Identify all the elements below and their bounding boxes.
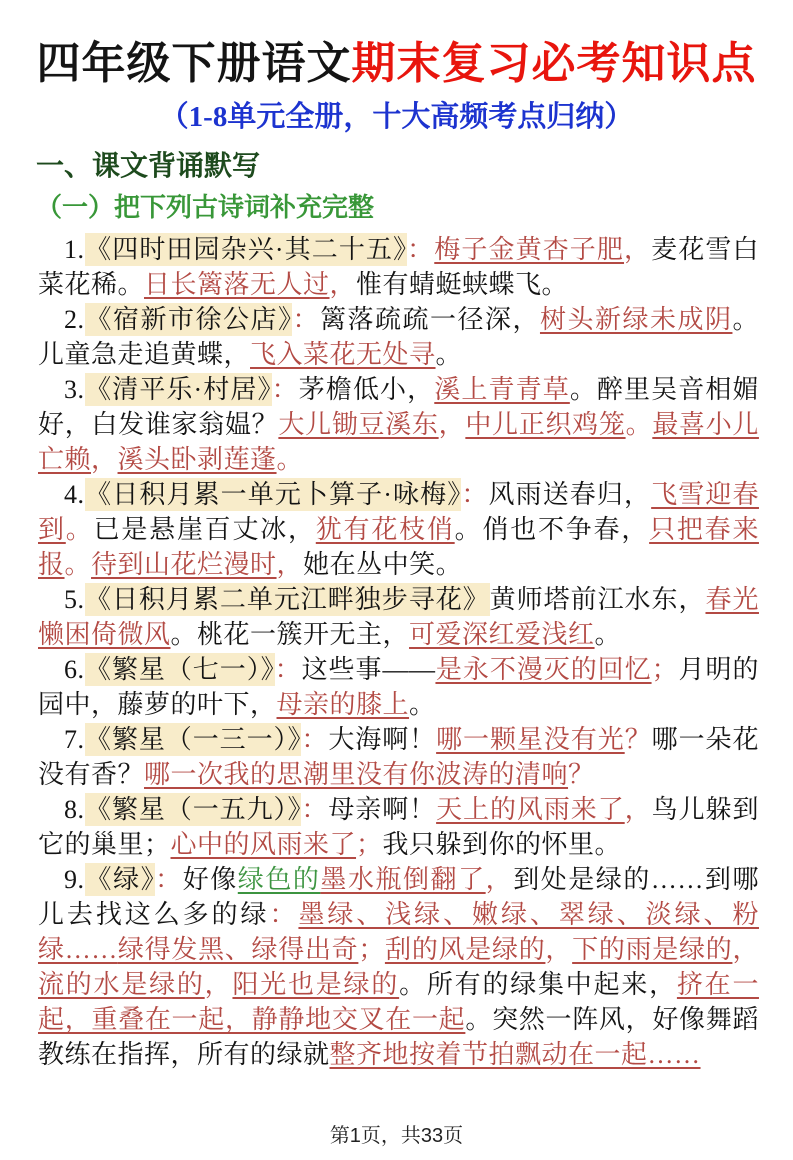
page-number: 第1页，共33页 <box>329 1125 464 1147</box>
answer-red-punct: ， <box>624 235 652 264</box>
answer-red-text: 树头新绿未成阴 <box>539 305 733 334</box>
answer-red-text: 溪头卧剥莲蓬 <box>117 445 277 474</box>
item-number: 6. <box>64 655 85 684</box>
poem-text: 。儿童急走追黄蝶， <box>38 305 759 369</box>
poem-title-highlight: 《繁星（七一）》 <box>84 655 275 684</box>
answer-red-text: 母亲的膝上 <box>276 690 410 719</box>
poem-text: 。桃花一簇开无主， <box>170 620 410 649</box>
answer-red-text: 可爱深红爱浅红 <box>409 620 595 649</box>
poem-text: 。醉里吴音相媚好，白发谁家翁媪？ <box>38 375 759 439</box>
answer-red-text: 挤在一起，重叠在一起，静静地交叉在一起 <box>38 970 759 1034</box>
answer-red-text: 整齐地按着节拍飘动在一起…… <box>329 1040 701 1069</box>
answer-red-text: 只把春来报 <box>38 515 759 579</box>
answer-red-text: 梅子金黄杏子肥 <box>434 235 625 264</box>
answer-red-punct: ？ <box>624 725 652 754</box>
answer-red-punct: ， <box>624 795 652 824</box>
poem-list <box>38 232 759 1072</box>
answer-red-punct: ， <box>91 445 118 474</box>
page-title-black-part: 四年级下册语文 <box>36 39 352 88</box>
answer-red-punct: ， <box>204 970 233 999</box>
poem-text: 。 <box>435 340 463 369</box>
poem-text: 茅檐低小， <box>298 375 435 404</box>
poem-item <box>38 862 759 1072</box>
poem-title-highlight: 《繁星（一三一）》 <box>84 725 302 754</box>
answer-red-punct: ： <box>292 305 320 334</box>
poem-text: 月明的园中，藤萝的叶下， <box>38 655 759 719</box>
poem-text: 到处是绿的……到哪儿去找这么多的绿 <box>38 865 759 929</box>
poem-text: 大海啊！ <box>328 725 437 754</box>
answer-red-text: 中儿正织鸡笼 <box>465 410 626 439</box>
answer-red-text: 墨水瓶倒翻了 <box>320 865 486 894</box>
answer-red-text: 飞入菜花无处寻 <box>250 340 436 369</box>
answer-red-punct: 。 <box>64 550 92 579</box>
poem-title-highlight: 《绿》 <box>84 865 156 894</box>
item-number: 3. <box>64 375 85 404</box>
poem-text: 鸟儿躲到它的巢里； <box>38 795 759 859</box>
answer-red-punct: ： <box>269 900 299 929</box>
answer-red-text: 春光懒困倚微风 <box>38 585 759 649</box>
poem-title-highlight: 《四时田园杂兴·其二十五》 <box>84 235 408 264</box>
answer-red-punct: ， <box>438 410 466 439</box>
item-number: 2. <box>64 305 85 334</box>
poem-text: 麦花雪白菜花稀。 <box>38 235 759 299</box>
answer-red-punct: ； <box>651 655 679 684</box>
poem-item <box>38 582 759 652</box>
poem-title-highlight: 《日积月累二单元江畔独步寻花》 <box>84 585 490 614</box>
answer-red-text: 是永不漫灭的回忆 <box>435 655 652 684</box>
answer-red-text: 大儿锄豆溪东 <box>278 410 439 439</box>
poem-item <box>38 372 759 477</box>
answer-red-text: 刮的风是绿的 <box>384 935 546 964</box>
answer-red-text: 待到山花烂漫时 <box>91 550 277 579</box>
item-number: 1. <box>64 235 85 264</box>
answer-red-punct: ， <box>485 865 514 894</box>
poem-text: 这些事—— <box>301 655 436 684</box>
poem-text: 惟有蜻蜓蛱蝶飞。 <box>356 270 569 299</box>
poem-text: 已是悬崖百丈冰， <box>93 515 316 544</box>
section-heading: 一、课文背诵默写 <box>36 151 261 182</box>
answer-red-text: 日长篱落无人过 <box>144 270 330 299</box>
poem-text: 母亲啊！ <box>328 795 437 824</box>
answer-red-punct: ， <box>329 270 357 299</box>
answer-red-punct: ； <box>358 935 385 964</box>
answer-green-text: 绿色的 <box>237 865 321 894</box>
poem-text: 。所有的绿集中起来， <box>399 970 677 999</box>
answer-red-text: 飞雪迎春到 <box>38 480 759 544</box>
poem-text: 。突然一阵风，好像舞蹈教练在指挥，所有的绿就 <box>38 1005 759 1069</box>
answer-red-punct: 。 <box>625 410 653 439</box>
poem-title-highlight: 《繁星（一五九）》 <box>84 795 302 824</box>
poem-text: 她在丛中笑。 <box>303 550 463 579</box>
answer-red-text: 流的水是绿的 <box>38 970 205 999</box>
answer-red-punct: ； <box>356 830 383 859</box>
poem-text: 风雨送春归， <box>488 480 652 509</box>
answer-red-text: 阳光也是绿的 <box>232 970 400 999</box>
poem-text: 。 <box>409 690 436 719</box>
answer-red-text: 天上的风雨来了 <box>436 795 625 824</box>
answer-red-punct: ： <box>461 480 489 509</box>
answer-red-punct: 。 <box>65 515 94 544</box>
poem-text: 。俏也不争春， <box>454 515 650 544</box>
item-number: 9. <box>64 865 85 894</box>
answer-red-punct: ？ <box>568 760 595 789</box>
answer-red-punct: ， <box>732 935 759 964</box>
poem-item <box>38 477 759 582</box>
poem-item <box>38 652 759 722</box>
answer-red-text: 绿得发黑、绿得出奇 <box>117 935 359 964</box>
answer-red-punct: ， <box>545 935 573 964</box>
answer-red-text: 心中的风雨来了 <box>170 830 357 859</box>
answer-red-punct: ： <box>155 865 183 894</box>
answer-red-text: 犹有花枝俏 <box>315 515 455 544</box>
poem-text: 。 <box>594 620 622 649</box>
answer-red-text: 下的雨是绿的 <box>572 935 733 964</box>
page-title <box>20 38 773 90</box>
document-page <box>0 38 793 1160</box>
item-number: 7. <box>64 725 85 754</box>
item-number: 5. <box>64 585 85 614</box>
poem-item <box>38 792 759 862</box>
answer-red-punct: ： <box>407 235 435 264</box>
poem-item <box>38 302 759 372</box>
answer-red-punct: ： <box>271 375 299 404</box>
poem-text: 哪一朵花没有香？ <box>38 725 759 789</box>
section-subheading: （一）把下列古诗词补充完整 <box>36 193 375 222</box>
poem-title-highlight: 《宿新市徐公店》 <box>84 305 293 334</box>
item-number: 8. <box>64 795 85 824</box>
poem-text: 我只躲到你的怀里。 <box>382 830 622 859</box>
poem-text: 黄师塔前江水东， <box>489 585 706 614</box>
answer-red-text: 墨绿、浅绿、嫩绿、翠绿、淡绿、粉绿…… <box>38 900 759 964</box>
answer-red-punct: ： <box>274 655 302 684</box>
page-subtitle: （1-8单元全册，十大高频考点归纳） <box>159 101 634 133</box>
answer-red-punct: ： <box>301 725 329 754</box>
answer-red-text: 溪上青青草 <box>434 375 570 404</box>
answer-red-punct: ， <box>276 550 304 579</box>
answer-red-text: 最喜小儿亡赖 <box>38 410 759 474</box>
poem-text: 好像 <box>182 865 238 894</box>
poem-title-highlight: 《清平乐·村居》 <box>84 375 272 404</box>
page-title-red-part: 期末复习必考知识点 <box>351 39 757 88</box>
answer-red-punct: 。 <box>276 445 304 474</box>
answer-red-text: 哪一次我的思潮里没有你波涛的清响 <box>144 760 569 789</box>
answer-red-text: 哪一颗星没有光 <box>436 725 625 754</box>
item-number: 4. <box>64 480 85 509</box>
poem-item <box>38 722 759 792</box>
poem-title-highlight: 《日积月累一单元卜算子·咏梅》 <box>84 480 462 509</box>
poem-item <box>38 232 759 302</box>
answer-red-punct: ： <box>301 795 329 824</box>
poem-text: 篱落疏疏一径深， <box>319 305 540 334</box>
